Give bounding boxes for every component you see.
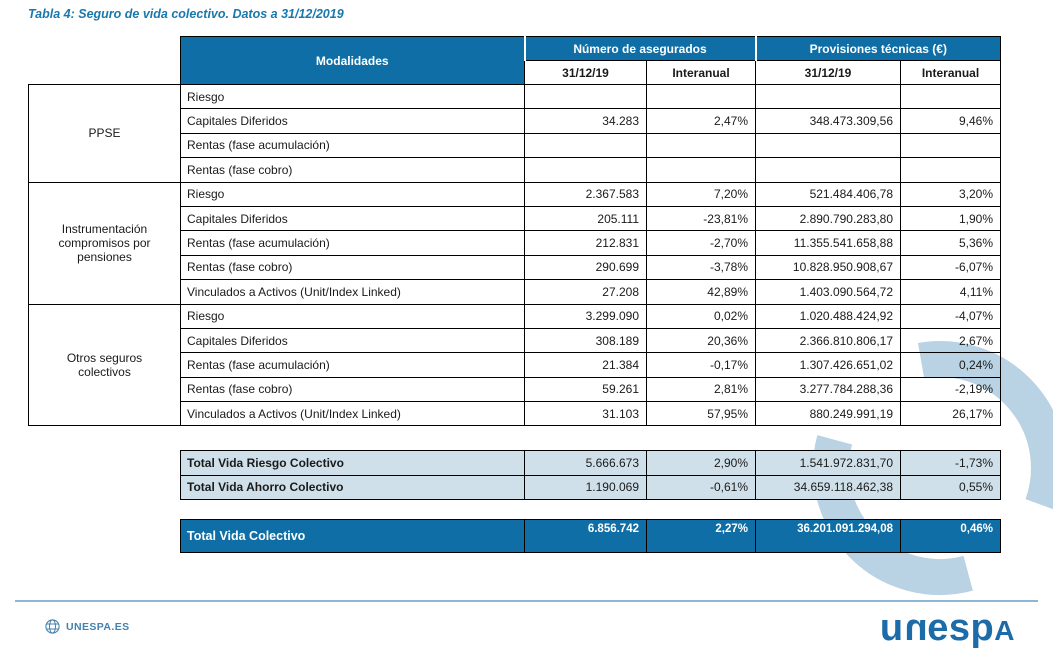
cell bbox=[901, 133, 1001, 157]
cell: 9,46% bbox=[901, 109, 1001, 133]
cell: -6,07% bbox=[901, 255, 1001, 279]
cell: 205.111 bbox=[525, 206, 647, 230]
cell: Rentas (fase cobro) bbox=[181, 158, 525, 182]
header-row-1 bbox=[181, 37, 1001, 61]
cell bbox=[525, 85, 647, 109]
cell: Rentas (fase acumulación) bbox=[181, 133, 525, 157]
group-label-ppse: PPSE bbox=[29, 85, 181, 183]
site-link[interactable] bbox=[45, 619, 130, 634]
header-provisiones: Provisiones técnicas (€) bbox=[756, 37, 1001, 61]
cell: 290.699 bbox=[525, 255, 647, 279]
cell: Total Vida Riesgo Colectivo bbox=[181, 451, 525, 476]
cell: -4,07% bbox=[901, 304, 1001, 328]
cell: Capitales Diferidos bbox=[181, 206, 525, 230]
logo-letter: n bbox=[903, 607, 928, 649]
cell: 34.283 bbox=[525, 109, 647, 133]
cell: -3,78% bbox=[647, 255, 756, 279]
cell: 6.856.742 bbox=[525, 520, 647, 553]
cell: Vinculados a Activos (Unit/Index Linked) bbox=[181, 280, 525, 304]
cell: 0,02% bbox=[647, 304, 756, 328]
logo-letter: A bbox=[994, 615, 1015, 646]
subheader-date-1: 31/12/19 bbox=[525, 61, 647, 85]
cell: 59.261 bbox=[525, 377, 647, 401]
footer-divider bbox=[15, 600, 1038, 602]
cell: Rentas (fase acumulación) bbox=[181, 353, 525, 377]
cell: Vinculados a Activos (Unit/Index Linked) bbox=[181, 402, 525, 426]
logo-letter: esp bbox=[927, 607, 995, 649]
cell: -0,17% bbox=[647, 353, 756, 377]
total-row-riesgo bbox=[181, 451, 1001, 476]
cell: Rentas (fase cobro) bbox=[181, 377, 525, 401]
cell: 36.201.091.294,08 bbox=[756, 520, 901, 553]
subheader-interanual-2: Interanual bbox=[901, 61, 1001, 85]
cell bbox=[525, 158, 647, 182]
header-modalidades: Modalidades bbox=[181, 37, 525, 85]
cell bbox=[756, 158, 901, 182]
cell: 20,36% bbox=[647, 328, 756, 352]
cell: 31.103 bbox=[525, 402, 647, 426]
cell: -1,73% bbox=[901, 451, 1001, 476]
subheader-interanual-1: Interanual bbox=[647, 61, 756, 85]
cell: 5.666.673 bbox=[525, 451, 647, 476]
cell: -0,61% bbox=[647, 475, 756, 500]
logo-letter: u bbox=[879, 607, 904, 649]
grand-total-row bbox=[181, 520, 1001, 553]
cell: 2.367.583 bbox=[525, 182, 647, 206]
globe-icon bbox=[45, 619, 60, 634]
cell: -2,70% bbox=[647, 231, 756, 255]
cell: 1.020.488.424,92 bbox=[756, 304, 901, 328]
cell: 308.189 bbox=[525, 328, 647, 352]
body-table bbox=[28, 84, 1001, 426]
cell: -23,81% bbox=[647, 206, 756, 230]
cell bbox=[756, 85, 901, 109]
cell bbox=[525, 133, 647, 157]
site-link-label: UNESPA.ES bbox=[66, 620, 130, 633]
cell: 26,17% bbox=[901, 402, 1001, 426]
group-label-otros: Otros seguros colectivos bbox=[29, 304, 181, 426]
cell: 21.384 bbox=[525, 353, 647, 377]
cell: 5,36% bbox=[901, 231, 1001, 255]
cell: -2,19% bbox=[901, 377, 1001, 401]
cell: 0,24% bbox=[901, 353, 1001, 377]
subheader-date-2: 31/12/19 bbox=[756, 61, 901, 85]
total-row-ahorro bbox=[181, 475, 1001, 500]
cell: 3,20% bbox=[901, 182, 1001, 206]
cell bbox=[647, 158, 756, 182]
cell: 2,47% bbox=[647, 109, 756, 133]
cell: 0,55% bbox=[901, 475, 1001, 500]
cell: 3.299.090 bbox=[525, 304, 647, 328]
cell: 7,20% bbox=[647, 182, 756, 206]
table-row bbox=[29, 182, 1001, 206]
cell bbox=[647, 133, 756, 157]
cell: Rentas (fase acumulación) bbox=[181, 231, 525, 255]
cell: 57,95% bbox=[647, 402, 756, 426]
cell: 10.828.950.908,67 bbox=[756, 255, 901, 279]
cell: 2,90% bbox=[647, 451, 756, 476]
table-row bbox=[29, 304, 1001, 328]
cell: 11.355.541.658,88 bbox=[756, 231, 901, 255]
table-row bbox=[29, 85, 1001, 109]
totals-table bbox=[180, 450, 1001, 500]
cell: Riesgo bbox=[181, 304, 525, 328]
cell: 348.473.309,56 bbox=[756, 109, 901, 133]
cell: Total Vida Colectivo bbox=[181, 520, 525, 553]
header-num-asegurados: Número de asegurados bbox=[525, 37, 756, 61]
cell: 1.403.090.564,72 bbox=[756, 280, 901, 304]
cell: 212.831 bbox=[525, 231, 647, 255]
cell: 521.484.406,78 bbox=[756, 182, 901, 206]
cell: Riesgo bbox=[181, 85, 525, 109]
cell: 27.208 bbox=[525, 280, 647, 304]
cell: Rentas (fase cobro) bbox=[181, 255, 525, 279]
header-table bbox=[180, 36, 1001, 85]
cell: Capitales Diferidos bbox=[181, 109, 525, 133]
table-caption: Tabla 4: Seguro de vida colectivo. Datos a 31/12/2019 bbox=[28, 7, 344, 21]
cell: Capitales Diferidos bbox=[181, 328, 525, 352]
cell: Riesgo bbox=[181, 182, 525, 206]
cell bbox=[756, 133, 901, 157]
unespa-logo bbox=[880, 608, 1015, 651]
cell: 4,11% bbox=[901, 280, 1001, 304]
cell: 2,27% bbox=[647, 520, 756, 553]
cell: 3.277.784.288,36 bbox=[756, 377, 901, 401]
cell: Total Vida Ahorro Colectivo bbox=[181, 475, 525, 500]
group-label-instrumentacion: Instrumentación compromisos por pensiones bbox=[29, 182, 181, 304]
cell: 2,81% bbox=[647, 377, 756, 401]
grand-total-table bbox=[180, 519, 1001, 553]
cell: 1,90% bbox=[901, 206, 1001, 230]
cell bbox=[901, 158, 1001, 182]
cell bbox=[901, 85, 1001, 109]
cell: 0,46% bbox=[901, 520, 1001, 553]
cell: 2,67% bbox=[901, 328, 1001, 352]
cell: 34.659.118.462,38 bbox=[756, 475, 901, 500]
cell bbox=[647, 85, 756, 109]
cell: 1.190.069 bbox=[525, 475, 647, 500]
cell: 1.307.426.651,02 bbox=[756, 353, 901, 377]
cell: 42,89% bbox=[647, 280, 756, 304]
cell: 2.366.810.806,17 bbox=[756, 328, 901, 352]
cell: 2.890.790.283,80 bbox=[756, 206, 901, 230]
cell: 1.541.972.831,70 bbox=[756, 451, 901, 476]
cell: 880.249.991,19 bbox=[756, 402, 901, 426]
